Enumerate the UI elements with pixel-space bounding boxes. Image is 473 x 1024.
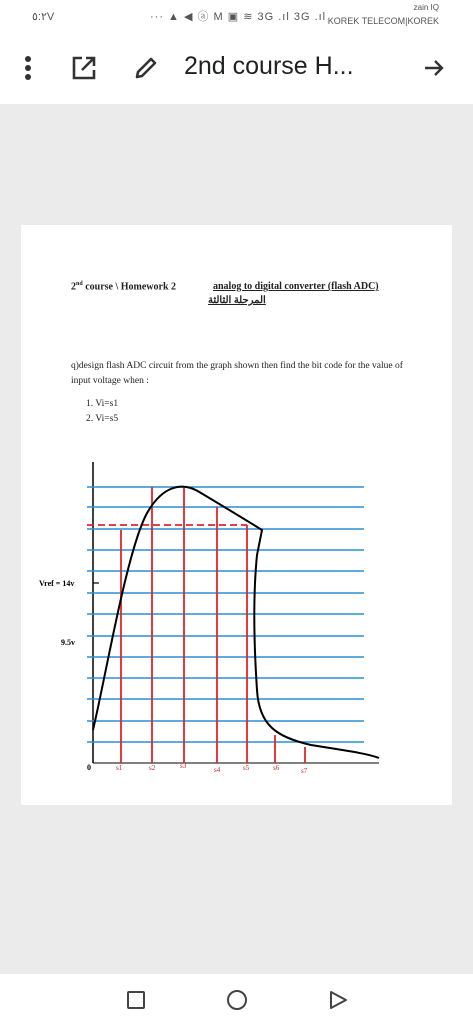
open-in-new-icon	[71, 55, 97, 81]
sample-label: s6	[273, 764, 280, 772]
sample-label: s3	[180, 762, 187, 770]
open-external-button[interactable]	[64, 48, 104, 88]
sample-labels	[116, 762, 308, 775]
status-icons: ··· ▲ ◀ ⓐ M ▣ ≋ 3G .ıl 3G .ıl	[150, 11, 327, 23]
header-arabic: المرحلة الثالثة	[208, 295, 266, 306]
recents-button[interactable]	[122, 986, 150, 1014]
question-text: q)design flash ADC circuit from the graph shown then find the bit code for the value of input voltage when :	[71, 361, 403, 386]
edit-button[interactable]	[126, 48, 166, 88]
home-button[interactable]	[223, 986, 251, 1014]
status-bar	[0, 0, 473, 36]
system-navigation-bar	[0, 974, 473, 1024]
document-viewer[interactable]	[0, 104, 473, 974]
sample-label: s1	[116, 764, 123, 772]
circle-icon	[225, 988, 249, 1012]
vref-label: Vref = 14v	[39, 579, 75, 588]
list-item: 1. Vi=s1	[86, 399, 119, 409]
pencil-icon	[133, 55, 159, 81]
square-icon	[126, 990, 146, 1010]
status-time: ٥:٢V	[32, 11, 55, 23]
back-button[interactable]	[324, 986, 352, 1014]
document-title: 2nd course H...	[184, 52, 354, 80]
carrier-name-1: zain IQ	[413, 3, 439, 12]
signal-curve	[93, 487, 379, 758]
more-options-button[interactable]	[8, 48, 48, 88]
document-page	[21, 225, 452, 805]
arrow-right-icon	[422, 56, 446, 80]
more-vert-icon	[24, 55, 32, 81]
sample-label: s7	[301, 767, 308, 775]
sample-label: s5	[243, 764, 250, 772]
origin-label: 0	[87, 763, 91, 772]
sample-label: s4	[214, 766, 221, 774]
header-course: 2nd course \ Homework 2	[71, 281, 177, 293]
sample-label: s2	[149, 764, 156, 772]
carrier-name-2: KOREK TELECOM|KOREK	[327, 16, 439, 26]
list-item: 2. Vi=s5	[86, 414, 119, 424]
header-topic: analog to digital converter (flash ADC)	[213, 281, 379, 292]
adc-graph	[21, 225, 452, 805]
triangle-back-icon	[327, 989, 349, 1011]
forward-button[interactable]	[414, 48, 454, 88]
level-label: 9.5v	[61, 638, 75, 647]
